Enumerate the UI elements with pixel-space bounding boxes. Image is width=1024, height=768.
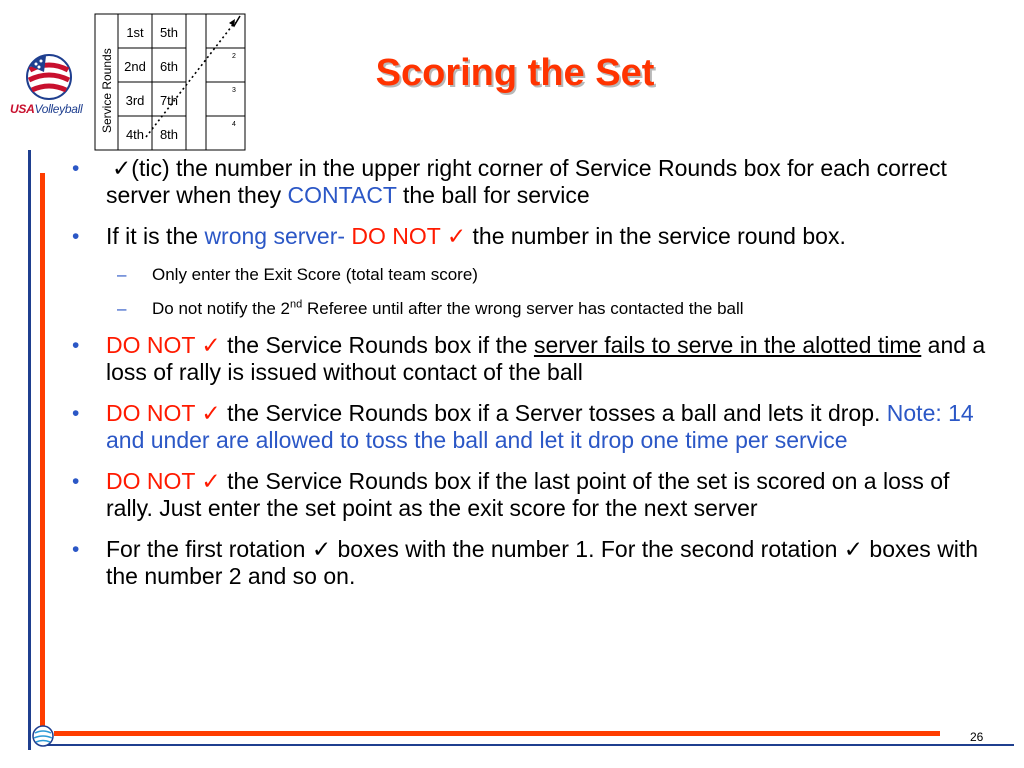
bullet-list: [60, 155, 1000, 604]
check-icon: ✓: [843, 536, 864, 562]
check-icon: ✓: [201, 468, 221, 494]
cell-3rd: 3rd: [125, 93, 145, 108]
cell-1st: 1st: [126, 25, 144, 40]
cell-4th: 4th: [125, 127, 145, 142]
cell-6th: 6th: [159, 59, 179, 74]
bullet-item: • For the first rotation ✓ boxes with the number 1. For the second rotation ✓ boxes with the number 2 and so on.: [72, 536, 979, 589]
cell-8th: 8th: [159, 127, 179, 142]
service-rounds-label: Service Rounds: [100, 48, 114, 133]
frame-line-red-vertical: [40, 173, 45, 733]
cell-2nd: 2nd: [124, 59, 146, 74]
sub-bullet-item: – Do not notify the 2nd Referee until after the wrong server has contacted the ball: [117, 298, 744, 318]
usa-volleyball-logo: [10, 52, 90, 124]
bullet-dot: •: [72, 225, 80, 248]
check-icon: ✓: [446, 223, 467, 249]
page-title: Scoring the Set: [375, 52, 655, 94]
small-number-4: 4: [232, 121, 236, 128]
bullet-item: • DO NOT ✓ the Service Rounds box if a Server tosses a ball and lets it drop. Note: 14 and under are allowed to toss the ball and let it drop one time per service: [72, 400, 974, 453]
sub-bullet-item: – Only enter the Exit Score (total team score): [117, 265, 478, 284]
bullet-dash: –: [117, 265, 127, 284]
check-icon: ✓: [311, 536, 332, 562]
volleyball-logo-icon: [24, 52, 74, 102]
bullet-item: • ✓(tic) the number in the upper right corner of Service Rounds box for each correct server when they CONTACT the ball for service: [72, 155, 947, 208]
cell-5th: 5th: [159, 25, 179, 40]
frame-line-blue-horizontal: [40, 744, 1014, 746]
logo-wordmark: USAVolleyball: [10, 102, 83, 116]
check-icon: ✓: [201, 332, 221, 358]
bullet-dot: •: [72, 334, 80, 357]
small-volleyball-icon: [32, 725, 54, 747]
bullet-dot: •: [72, 157, 80, 180]
check-icon: ✓: [201, 400, 221, 426]
frame-line-blue-vertical: [28, 150, 31, 750]
bullet-dot: •: [72, 402, 80, 425]
frame-line-red-horizontal: [54, 731, 940, 736]
check-icon: ✓: [112, 155, 132, 181]
small-number-2: 2: [232, 53, 236, 60]
bullet-dot: •: [72, 538, 80, 561]
cell-7th: 7th: [159, 93, 179, 108]
bullet-item: • If it is the wrong server- DO NOT ✓ the number in the service round box.: [72, 223, 846, 249]
bullet-item: • DO NOT ✓ the Service Rounds box if the server fails to serve in the alotted time and a loss of rally is issued without contact of the ball: [72, 332, 986, 385]
service-rounds-diagram: [94, 13, 246, 151]
page-number: 26: [970, 730, 984, 744]
small-number-3: 3: [232, 87, 236, 94]
bullet-item: • DO NOT ✓ the Service Rounds box if the last point of the set is scored on a loss of rally. Just enter the set point as the exit score for the next server: [72, 468, 950, 521]
bullet-dash: –: [117, 299, 127, 318]
bullet-dot: •: [72, 470, 80, 493]
